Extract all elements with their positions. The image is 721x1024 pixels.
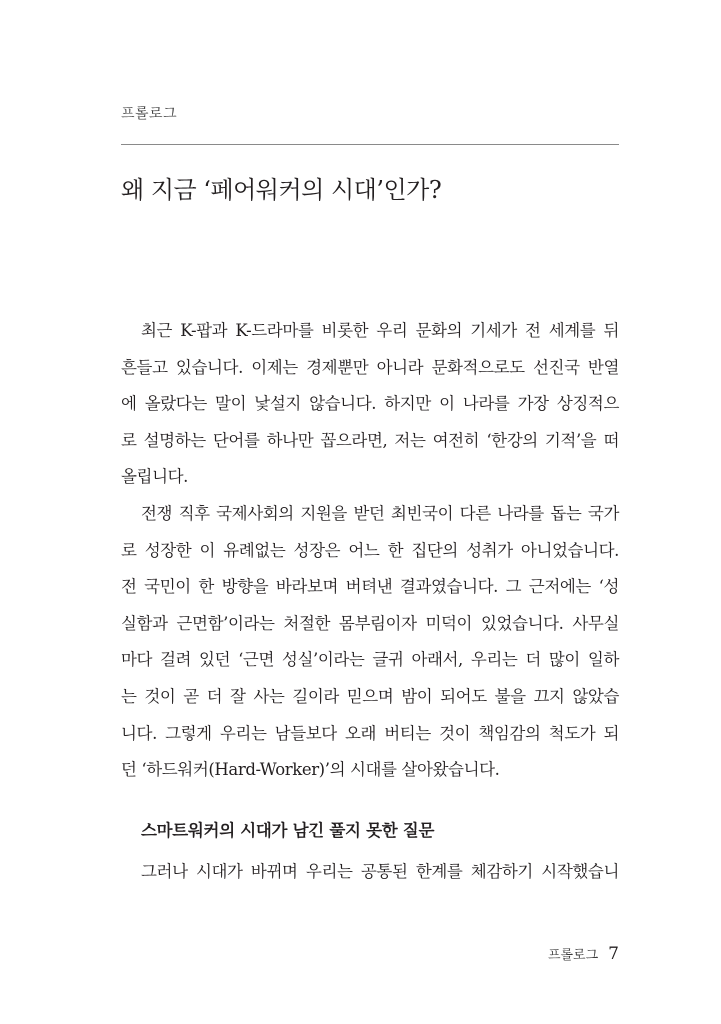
text-line: 에 올랐다는 말이 낯설지 않습니다. 하지만 이 나라를 가장 상징적으 [121, 394, 619, 414]
paragraph-1 [121, 313, 619, 496]
text-line: 흔들고 있습니다. 이제는 경제뿐만 아니라 문화적으로도 선진국 반열 [121, 357, 619, 377]
text-line: 로 성장한 이 유례없는 성장은 어느 한 집단의 성취가 아니었습니다. [121, 540, 619, 560]
text-line: 실함과 근면함’이라는 처절한 몸부림이자 미덕이 있었습니다. 사무실 [121, 613, 619, 633]
text-line: 마다 걸려 있던 ‘근면 성실’이라는 글귀 아래서, 우리는 더 많이 일하 [121, 650, 619, 670]
text-line: 전 국민이 한 방향을 바라보며 버텨낸 결과였습니다. 그 근저에는 ‘성 [121, 577, 619, 597]
trailing-paragraph [121, 854, 619, 891]
text-line: 전쟁 직후 국제사회의 지원을 받던 최빈국이 다른 나라를 돕는 국가 [141, 503, 619, 523]
chapter-title: 왜 지금 ‘페어워커의 시대’인가? [121, 176, 442, 204]
text-line: 니다. 그렇게 우리는 남들보다 오래 버티는 것이 책임감의 척도가 되 [121, 723, 619, 743]
text-line: 던 ‘하드워커(Hard-Worker)’의 시대를 살아왔습니다. [121, 760, 500, 780]
text-line: 최근 K-팝과 K-드라마를 비롯한 우리 문화의 기세가 전 세계를 뒤 [141, 321, 619, 340]
page-number: 7 [608, 944, 619, 964]
text-line: 로 설명하는 단어를 하나만 꼽으라면, 저는 여전히 ‘한강의 기적’을 떠 [121, 430, 619, 450]
text-line: 올립니다. [121, 467, 189, 487]
text-line: 그러나 시대가 바뀌며 우리는 공통된 한계를 체감하기 시작했습니 [141, 862, 619, 881]
page-footer [548, 944, 619, 964]
footer-section-label: 프롤로그 [547, 948, 599, 963]
header-rule [121, 144, 619, 145]
body-text [121, 313, 619, 789]
text-line: 는 것이 곧 더 잘 사는 길이라 믿으며 밤이 되어도 불을 끄지 않았습 [121, 686, 619, 706]
section-label: 프롤로그 [121, 106, 178, 122]
paragraph-2 [121, 496, 619, 789]
section-subheading: 스마트워커의 시대가 남긴 풀지 못한 질문 [141, 821, 435, 840]
